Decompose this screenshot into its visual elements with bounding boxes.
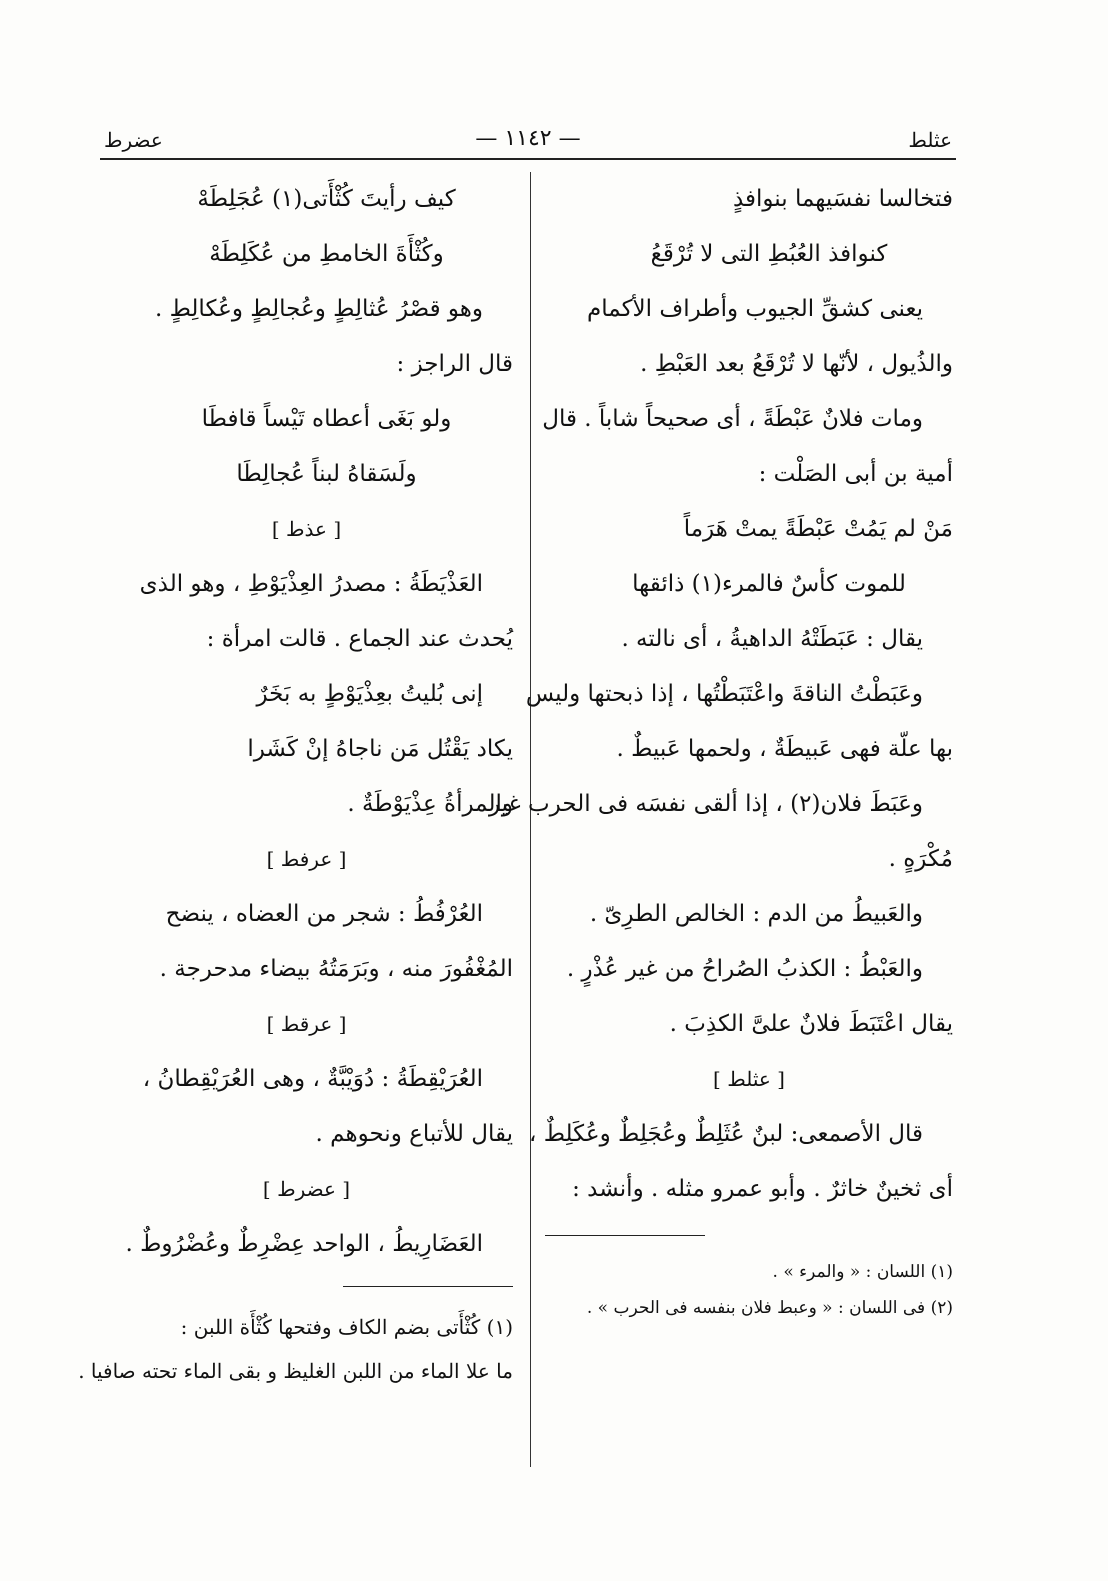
text-line: بها علّة فهى عَبيطَةٌ ، ولحمها عَبيطٌ .: [616, 736, 953, 762]
text-line: قال الأصمعى: لبنٌ عُثَلِطٌ وعُجَلِطٌ وعُكَلِطٌ ،: [528, 1121, 923, 1147]
text-line: إنى بُليتُ بعِذْيَوْطٍ به بَخَرٌ: [256, 681, 483, 707]
entry-heading: [ عثلط ]: [713, 1067, 785, 1091]
text-line: يقال : عَبَطَتْهُ الداهيةُ ، أى نالته .: [621, 626, 923, 652]
header-left-word: عضرط: [104, 128, 163, 152]
text-line: قال الراجز :: [396, 351, 513, 377]
footnote-rule: [545, 1235, 705, 1236]
text-line: العَضَارِيطُ ، الواحد عِضْرِطٌ وعُضْرُوطٌ .: [125, 1231, 483, 1257]
text-line: يكاد يَقْتُل مَن ناجاهُ إنْ كَشَرا: [247, 736, 513, 762]
footnote: ما علا الماء من اللبن الغليظ و بقى الماء تحته صافيا .: [78, 1359, 513, 1383]
text-line: العُرْفُطُ : شجر من العضاه ، ينضح: [165, 901, 483, 927]
entry-heading: [ عرقط ]: [266, 1012, 347, 1036]
header-rule: [100, 158, 956, 160]
text-line: والعَبْطُ : الكذبُ الصُراحُ من غير عُذْرٍ .: [566, 956, 923, 982]
entry-heading: [ عذط ]: [271, 517, 342, 541]
text-line: المُغْفُورَ منه ، وبَرَمَتُهُ بيضاء مدحرجة .: [159, 956, 513, 982]
text-line: يقال للأتباع ونحوهم .: [315, 1121, 513, 1147]
footnote-rule: [343, 1286, 513, 1287]
text-line: وهو قصْرُ عُثالِطٍ وعُجالِطٍ وعُكالِطٍ .: [154, 296, 483, 322]
verse-line: كيف رأيتَ كُثْأَتى(١) عُجَلِطَهْ: [197, 186, 456, 212]
text-line: مُكْرَهٍ .: [888, 846, 953, 872]
text-line: يقال اعْتَبَطَ فلانٌ علىَّ الكذِبَ .: [669, 1011, 953, 1037]
footnote: (١) كُثْأَتى بضم الكاف وفتحها كُثْأَة اللبن :: [180, 1315, 513, 1339]
left-column: [78, 172, 513, 1393]
text-line: والذُيول ، لأنّها لا تُرْقَعُ بعد العَبْطِ .: [640, 351, 953, 377]
text-line: وعَبَطْتُ الناقةَ واعْتَبَطْتُها ، إذا ذبحتها وليس: [525, 681, 923, 707]
text-line: للموت كأسٌ فالمرء(١) ذائقها: [632, 571, 906, 597]
text-line: يُحدث عند الجماع . قالت امرأة :: [206, 626, 513, 652]
text-line: العُرَيْقِطَةُ : دُوَيْبَّةٌ ، وهى العُرَيْقِطانُ ،: [142, 1066, 483, 1092]
page-number: — ١١٤٢ —: [475, 126, 581, 151]
text-line: والمرأةُ عِذْيَوْطَةٌ .: [347, 791, 513, 817]
text-line: كنوافذ العُبُطِ التى لا تُرْقَعُ: [650, 241, 888, 267]
text-line: أمية بن أبى الصَلْت :: [758, 461, 953, 487]
text-line: ومات فلانٌ عَبْطَةً ، أى صحيحاً شاباً . قال: [542, 406, 923, 432]
right-column: [489, 172, 953, 1326]
entry-heading: [ عرفط ]: [266, 847, 347, 871]
page-header: [100, 120, 956, 160]
text-line: يعنى كشقِّ الجيوب وأطراف الأكمام: [587, 296, 923, 322]
text-line: وعَبَطَ فلان(٢) ، إذا ألقى نفسَه فى الحرب غير: [489, 791, 923, 817]
footnote: (١) اللسان : « والمرء » .: [772, 1262, 953, 1282]
text-line: أى ثخينٌ خاثرٌ . وأبو عمرو مثله . وأنشد :: [572, 1176, 953, 1202]
text-line: مَنْ لم يَمُتْ عَبْطَةً يمتْ هَرَماً: [683, 516, 953, 542]
text-line: فتخالسا نفسَيهما بنوافذٍ: [732, 186, 953, 212]
verse-line: ولو بَغَى أعطاه تَيْساً قافطَا: [201, 406, 452, 432]
footnote: (٢) فى اللسان : « وعبط فلان بنفسه فى الحرب » .: [586, 1298, 953, 1318]
text-line: والعَبيطُ من الدم : الخالص الطرِىّ .: [589, 901, 923, 927]
entry-heading: [ عضرط ]: [262, 1177, 351, 1201]
verse-line: وكُثْأَةَ الخامطِ من عُكَلِطَهْ: [209, 241, 444, 267]
header-right-word: عثلط: [908, 128, 952, 152]
verse-line: ولَسَقاهُ لبناً عُجالِطَا: [236, 461, 417, 487]
text-line: العَذْيَطَةُ : مصدرُ العِذْيَوْطِ ، وهو الذى: [139, 571, 483, 597]
